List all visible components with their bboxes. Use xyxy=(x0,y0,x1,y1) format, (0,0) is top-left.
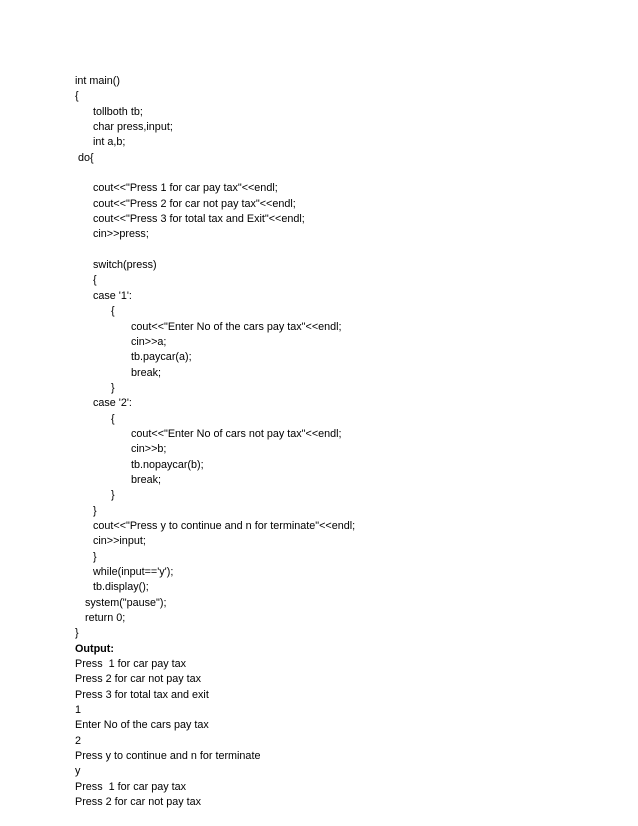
code-blank-line xyxy=(75,243,615,258)
code-line: break; xyxy=(131,473,162,486)
code-line: cout<<"Press y to continue and n for terminate"<<endl; xyxy=(93,519,356,532)
code-line: char press,input; xyxy=(93,121,173,134)
code-line: while(input=='y'); xyxy=(93,566,174,578)
code-line: cout<<"Press 2 for car not pay tax"<<endl; xyxy=(93,197,296,210)
program-output xyxy=(75,657,615,810)
code-line: } xyxy=(93,550,97,563)
code-line: cout<<"Enter No of cars not pay tax"<<endl; xyxy=(131,427,342,440)
output-line: Press 2 for car not pay tax xyxy=(75,796,202,809)
code-line: return 0; xyxy=(85,612,126,625)
code-line: { xyxy=(111,412,115,425)
code-line: } xyxy=(111,489,115,502)
code-line: int a,b; xyxy=(93,136,126,149)
code-line: tb.nopaycar(b); xyxy=(131,458,204,471)
code-line: { xyxy=(93,274,97,287)
output-line: Press 3 for total tax and exit xyxy=(75,688,209,701)
code-line: cin>>input; xyxy=(93,535,146,548)
code-line: case '2': xyxy=(93,397,132,410)
output-line: Press 1 for car pay tax xyxy=(75,658,187,671)
document-body xyxy=(75,74,615,811)
code-line: case '1': xyxy=(93,289,132,302)
code-line: cin>>a; xyxy=(131,335,167,348)
code-line: tb.display(); xyxy=(93,581,149,594)
code-line: tollboth tb; xyxy=(93,105,143,118)
code-line: tb.paycar(a); xyxy=(131,351,192,364)
output-line: Press 2 for car not pay tax xyxy=(75,673,202,686)
output-line: 1 xyxy=(75,704,82,717)
code-line: switch(press) xyxy=(93,259,157,272)
code-line: cin>>b; xyxy=(131,443,167,456)
code-listing xyxy=(75,74,615,642)
code-line: cin>>press; xyxy=(93,228,149,241)
code-line: system("pause"); xyxy=(85,596,167,609)
code-line: } xyxy=(111,381,115,394)
code-line: { xyxy=(75,90,79,103)
code-line: cout<<"Press 1 for car pay tax"<<endl; xyxy=(93,182,278,195)
code-line: cout<<"Enter No of the cars pay tax"<<endl; xyxy=(131,320,342,333)
code-line: do{ xyxy=(78,151,94,164)
code-blank-line xyxy=(75,166,615,181)
output-line: 2 xyxy=(75,734,82,747)
code-line: cout<<"Press 3 for total tax and Exit"<<endl; xyxy=(93,213,305,226)
output-line: Enter No of the cars pay tax xyxy=(75,719,209,732)
output-heading: Output: xyxy=(75,642,114,655)
code-line: int main() xyxy=(75,75,120,87)
code-line: break; xyxy=(131,366,162,379)
code-line: } xyxy=(75,627,79,640)
output-line: y xyxy=(75,765,81,778)
code-line: } xyxy=(93,504,97,517)
code-line: { xyxy=(111,305,115,318)
output-line: Press y to continue and n for terminate xyxy=(75,750,261,763)
output-line: Press 1 for car pay tax xyxy=(75,780,187,793)
